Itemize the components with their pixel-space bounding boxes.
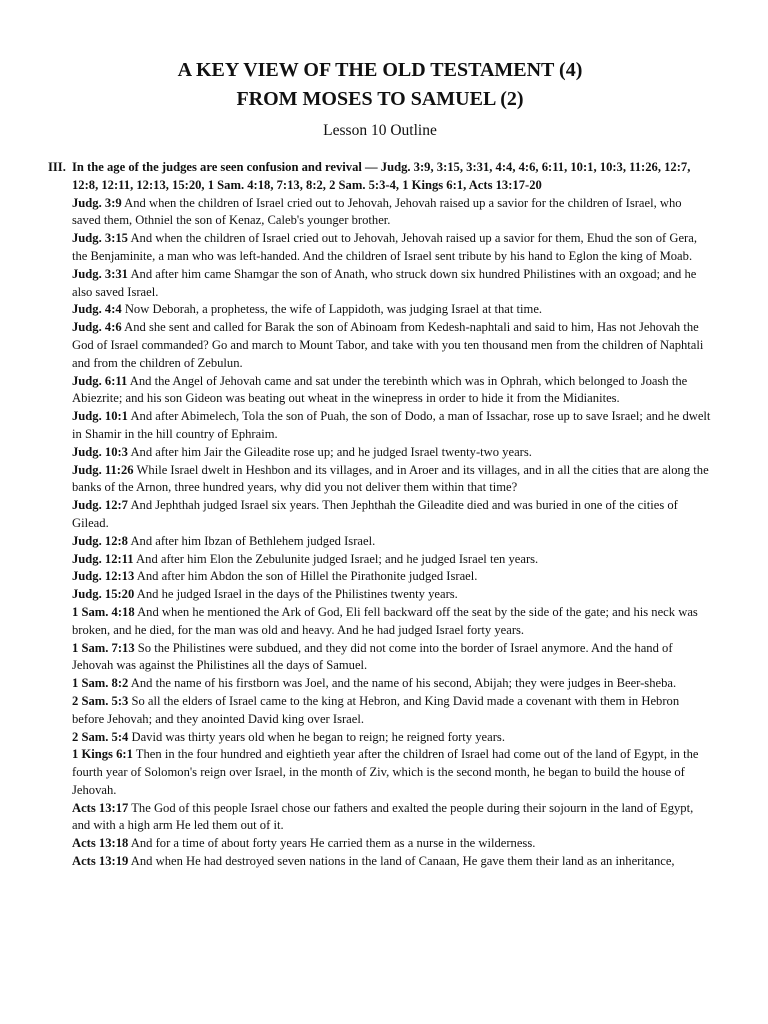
verse-reference: Judg. 12:13 bbox=[72, 569, 135, 584]
page-title-continued: FROM MOSES TO SAMUEL (2) bbox=[236, 88, 524, 110]
outline-section bbox=[48, 159, 712, 871]
verse-entry bbox=[72, 533, 712, 551]
verse-reference: Judg. 4:4 bbox=[72, 302, 122, 317]
verse-entry bbox=[72, 853, 712, 871]
verse-reference: Judg. 3:9 bbox=[72, 195, 122, 210]
verse-text: The God of this people Israel chose our fathers and exalted the people during their sojourn in the land of Egypt, and with a high arm He led them out of it. bbox=[72, 800, 694, 833]
verse-reference: Judg. 12:7 bbox=[72, 498, 128, 513]
verse-reference: 1 Kings 6:1 bbox=[72, 747, 133, 762]
section-body bbox=[72, 159, 712, 871]
verse-text: And the Angel of Jehovah came and sat under the terebinth which was in Ophrah, which belonged to Joash the Abiezrite; and his son Gideon was beating out wheat in the winepress in order to hide it from the Midianites. bbox=[72, 373, 688, 406]
verse-text: And after Abimelech, Tola the son of Puah, the son of Dodo, a man of Issachar, rose up to save Israel; and he dwelt in Shamir in the hill country of Ephraim. bbox=[72, 409, 711, 441]
verse-entry bbox=[72, 230, 712, 266]
verse-text: Now Deborah, a prophetess, the wife of Lappidoth, was judging Israel at that time. bbox=[121, 302, 543, 317]
verse-entry bbox=[72, 462, 712, 498]
verse-reference: 2 Sam. 5:4 bbox=[72, 729, 129, 744]
verse-entry bbox=[72, 319, 712, 372]
verse-text: So all the elders of Israel came to the king at Hebron, and King David made a covenant with them in Hebron before Jehovah; and they anointed David king over Israel. bbox=[72, 693, 680, 726]
verse-text: And the name of his firstborn was Joel, and the name of his second, Abijah; they were judges in Beer-sheba. bbox=[128, 676, 677, 691]
verse-text: And she sent and called for Barak the son of Abinoam from Kedesh-naphtali and said to him, Has not Jehovah the God of Israel commanded? Go and march to Mount Tabor, and take with you ten thousand men from the children of Naphtali and from the children of Zebulun. bbox=[72, 320, 704, 370]
verse-entry bbox=[72, 408, 712, 444]
verse-reference: Judg. 3:15 bbox=[72, 231, 128, 246]
verse-text: And for a time of about forty years He carried them as a nurse in the wilderness. bbox=[128, 836, 536, 851]
verse-text: While Israel dwelt in Heshbon and its villages, and in Aroer and its villages, and in all the cities that are along the banks of the Arnon, three hundred years, why did you not deliver them within that time? bbox=[72, 462, 709, 495]
verse-reference: Judg. 4:6 bbox=[72, 320, 122, 335]
verse-text: And when He had destroyed seven nations in the land of Canaan, He gave them their land as an inheritance, bbox=[128, 854, 675, 869]
verse-entry bbox=[72, 373, 712, 409]
section-heading: In the age of the judges are seen confusion and revival — Judg. 3:9, 3:15, 3:31, 4:4, 4:6, 6:11, 10:1, 10:3, 11:26, 12:7, 12:8, 12:11, 12:13, 15:20, 1 Sam. 4:18, 7:13, 8:2, 2 Sam. 5:3-4, 1 Kings 6:1, Acts 13:17-20 bbox=[72, 160, 691, 192]
verse-text: And after him Elon the Zebulunite judged Israel; and he judged Israel ten years. bbox=[133, 551, 539, 566]
verse-entry bbox=[72, 675, 712, 693]
verse-reference: Judg. 3:31 bbox=[72, 266, 128, 281]
verse-text: And he judged Israel in the days of the Philistines twenty years. bbox=[134, 587, 458, 602]
verse-entry bbox=[72, 693, 712, 729]
verse-text: Then in the four hundred and eightieth year after the children of Israel had come out of the land of Egypt, in the fourth year of Solomon's reign over Israel, in the month of Ziv, which is the second month, he began to build the house of Jehovah. bbox=[72, 747, 699, 797]
verse-reference: Judg. 15:20 bbox=[72, 587, 135, 602]
verse-reference: Judg. 12:8 bbox=[72, 533, 128, 548]
verse-text: And Jephthah judged Israel six years. Then Jephthah the Gileadite died and was buried in one of the cities of Gilead. bbox=[72, 498, 678, 530]
verse-reference: 1 Sam. 4:18 bbox=[72, 604, 135, 619]
verse-entry bbox=[72, 586, 712, 604]
verse-entry bbox=[72, 835, 712, 853]
verse-entry bbox=[72, 746, 712, 799]
verse-text: And after him Ibzan of Bethlehem judged Israel. bbox=[127, 533, 376, 548]
section-number: III. bbox=[48, 160, 66, 174]
verse-entry bbox=[72, 301, 712, 319]
verse-entry bbox=[72, 195, 712, 231]
verse-entry bbox=[72, 640, 712, 676]
verse-reference: Acts 13:17 bbox=[72, 800, 129, 815]
verse-reference: Judg. 10:3 bbox=[72, 444, 128, 459]
verse-text: And after him Jair the Gileadite rose up; and he judged Israel twenty-two years. bbox=[127, 444, 532, 459]
verse-entry bbox=[72, 266, 712, 302]
page-title: A KEY VIEW OF THE OLD TESTAMENT (4) bbox=[177, 59, 583, 81]
verse-text: And after him came Shamgar the son of Anath, who struck down six hundred Philistines with an oxgoad; and he also saved Israel. bbox=[72, 266, 697, 299]
verse-entry bbox=[72, 729, 712, 747]
verse-reference: 1 Sam. 8:2 bbox=[72, 676, 129, 691]
verse-entry bbox=[72, 497, 712, 533]
verse-reference: Judg. 11:26 bbox=[72, 462, 134, 477]
verse-entry bbox=[72, 551, 712, 569]
verse-text: And when the children of Israel cried out to Jehovah, Jehovah raised up a savior for the children of Israel, who saved them, Othniel the son of Kenaz, Caleb's younger brother. bbox=[72, 195, 682, 228]
verse-text: David was thirty years old when he began to reign; he reigned forty years. bbox=[128, 729, 505, 744]
verse-text: And after him Abdon the son of Hillel the Pirathonite judged Israel. bbox=[134, 569, 478, 584]
verse-reference: Judg. 10:1 bbox=[72, 409, 128, 424]
verse-entry bbox=[72, 604, 712, 640]
verse-reference: 1 Sam. 7:13 bbox=[72, 640, 135, 655]
verse-reference: Acts 13:19 bbox=[72, 854, 129, 869]
verse-text: And when he mentioned the Ark of God, Eli fell backward off the seat by the side of the gate; and his neck was broken, and he died, for the man was old and heavy. And he had judged Israel forty years. bbox=[72, 604, 698, 637]
verse-entry bbox=[72, 568, 712, 586]
verse-reference: Judg. 6:11 bbox=[72, 373, 128, 388]
verse-text: So the Philistines were subdued, and they did not come into the border of Israel anymore. And the hand of Jehovah was against the Philistines all the days of Samuel. bbox=[72, 640, 673, 673]
verse-reference: Acts 13:18 bbox=[72, 836, 129, 851]
verse-text: And when the children of Israel cried out to Jehovah, Jehovah raised up a savior for them, Ehud the son of Gera, the Benjaminite, a man who was left-handed. And the children of Israel sent tribute by his hand to Eglon the king of Moab. bbox=[72, 231, 697, 263]
lesson-subtitle: Lesson 10 Outline bbox=[323, 122, 437, 139]
verse-entry bbox=[72, 444, 712, 462]
verse-entry bbox=[72, 800, 712, 836]
verse-reference: Judg. 12:11 bbox=[72, 551, 134, 566]
verse-reference: 2 Sam. 5:3 bbox=[72, 693, 129, 708]
